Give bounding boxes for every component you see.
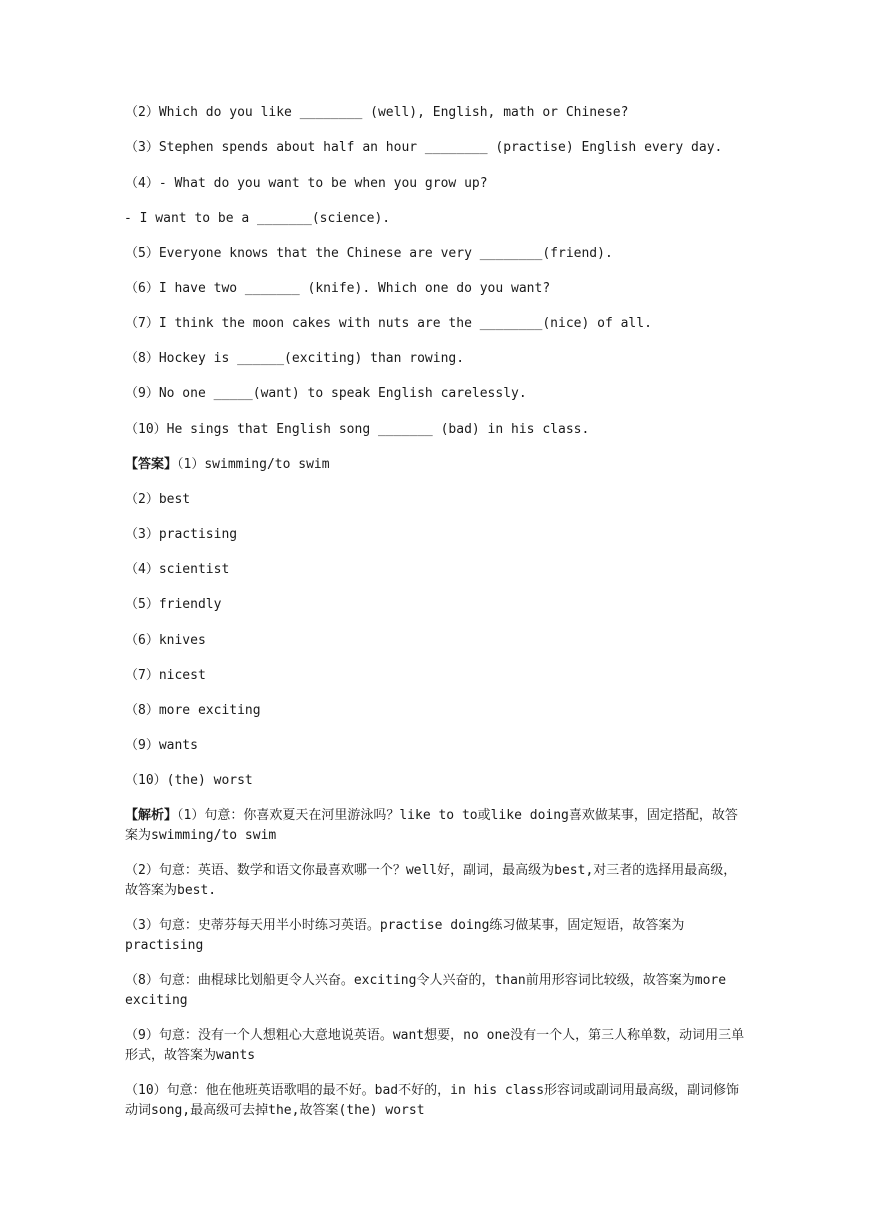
analysis-10: （10）句意：他在他班英语歌唱的最不好。bad不好的，in his class形容词或副词用最高级，副词修饰动词song,最高级可去掉the,故答案(the) worst <box>125 1083 740 1118</box>
answer-5: （5）friendly <box>125 597 222 612</box>
answer-2: （2）best <box>125 492 191 507</box>
question-10: （10）He sings that English song _______ (bad) in his class. <box>125 422 590 437</box>
question-5: （5）Everyone knows that the Chinese are very ________(friend). <box>125 246 613 261</box>
analysis-label: 【解析】 <box>125 808 178 823</box>
answer-3: （3）practising <box>125 527 238 542</box>
answer-4: （4）scientist <box>125 562 230 577</box>
answer-10: （10）(the) worst <box>125 773 253 788</box>
analysis-1 <box>125 806 745 846</box>
answer-1: （1）swimming/to swim <box>177 457 330 472</box>
question-4-reply: - I want to be a _______(science). <box>124 211 391 226</box>
question-2: （2）Which do you like ________ (well), English, math or Chinese? <box>125 105 629 120</box>
answer-8: （8）more exciting <box>125 703 261 718</box>
analysis-3: （3）句意：史蒂芬每天用半小时练习英语。practise doing练习做某事，固定短语，故答案为practising <box>125 918 685 953</box>
answer-label: 【答案】 <box>125 457 178 472</box>
analysis-9: （9）句意：没有一个人想粗心大意地说英语。want想要，no one没有一个人，第三人称单数，动词用三单形式，故答案为wants <box>125 1028 745 1063</box>
question-6: （6）I have two _______ (knife). Which one do you want? <box>125 281 551 296</box>
analysis-8: （8）句意：曲棍球比划船更令人兴奋。exciting令人兴奋的，than前用形容词比较级，故答案为more exciting <box>125 973 727 1008</box>
analysis-1-text: （1）句意：你喜欢夏天在河里游泳吗？like to to或like doing喜欢做某事，固定搭配，故答案为swimming/to swim <box>125 808 738 843</box>
question-7: （7）I think the moon cakes with nuts are the ________(nice) of all. <box>125 316 652 331</box>
analysis-2: （2）句意：英语、数学和语文你最喜欢哪一个？well好，副词，最高级为best,对三者的选择用最高级，故答案为best. <box>125 863 737 898</box>
question-3: （3）Stephen spends about half an hour ________ (practise) English every day. <box>125 140 723 155</box>
answer-7: （7）nicest <box>125 668 206 683</box>
answer-9: （9）wants <box>125 738 198 753</box>
question-4: （4）- What do you want to be when you grow up? <box>125 176 488 191</box>
answer-heading <box>125 456 330 474</box>
question-8: （8）Hockey is ______(exciting) than rowing. <box>125 351 465 366</box>
question-9: （9）No one _____(want) to speak English carelessly. <box>125 386 527 401</box>
answer-6: （6）knives <box>125 633 206 648</box>
